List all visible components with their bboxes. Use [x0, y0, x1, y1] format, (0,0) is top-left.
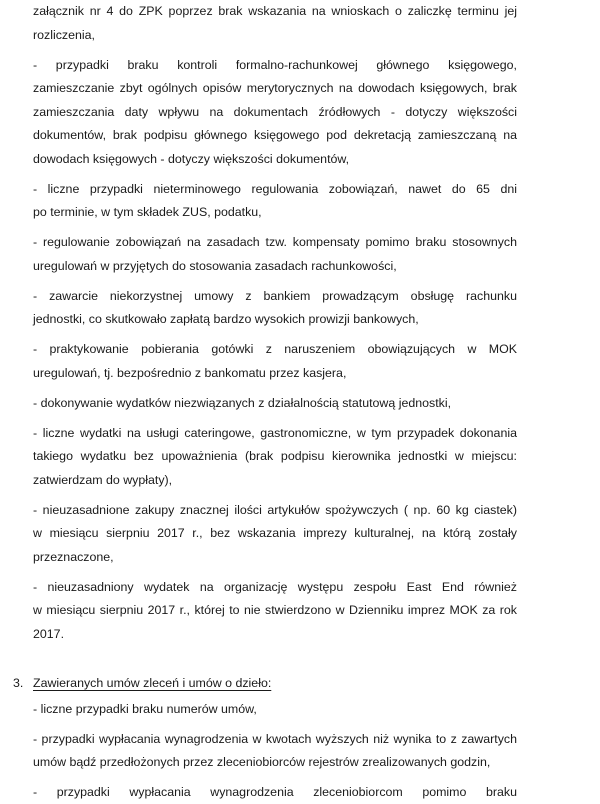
- text-line: - nieuzasadniony wydatek na organizację występu zespołu East End również: [33, 579, 517, 594]
- paragraph: [33, 231, 517, 278]
- text-line: - zawarcie niekorzystnej umowy z bankiem prowadzącym obsługę rachunku: [33, 288, 517, 303]
- text-line: zatwierdzam do wypłaty),: [33, 472, 173, 487]
- text-line: przeznaczone,: [33, 549, 114, 564]
- section-number: 3.: [13, 676, 24, 690]
- text-line: - przypadki wypłacania wynagrodzenia w kwotach wyższych niż wynika to z zawartych: [33, 731, 517, 746]
- text-line: jednostki, co skutkowało zapłatą bardzo wysokich prowizji bankowych,: [33, 312, 419, 326]
- paragraph: [33, 499, 517, 570]
- paragraph: [33, 285, 517, 332]
- document-content: [13, 0, 517, 804]
- text-line: umów bądź przedłożonych przez zleceniobiorców rejestrów zrealizowanych godzin,: [33, 755, 491, 769]
- section-heading-text: Zawieranych umów zleceń i umów o dzieło:: [33, 676, 272, 690]
- text-line: rozliczenia,: [33, 27, 95, 42]
- text-line: 2017.: [33, 626, 65, 641]
- text-line: zamieszczania daty wpływu na dokumentach źródłowych - dotyczy większości: [33, 104, 517, 119]
- text-line: - dokonywanie wydatków niezwiązanych z działalnością statutową jednostki,: [33, 395, 452, 410]
- text-line: - liczne przypadki nieterminowego regulowania zobowiązań, nawet do 65 dni: [33, 181, 517, 196]
- paragraph: [33, 0, 517, 47]
- paragraph: [33, 698, 517, 722]
- text-line: uregulowań w przyjętych do stosowania zasadach rachunkowości,: [33, 258, 397, 273]
- text-line: załącznik nr 4 do ZPK poprzez brak wskazania na wnioskach o zaliczkę terminu jej: [33, 4, 517, 18]
- text-line: - regulowanie zobowiązań na zasadach tzw. kompensaty pomimo braku stosownych: [33, 235, 517, 249]
- text-line: w miesiącu sierpniu 2017 r., bez wskazania imprezy kulturalnej, na którą zostały: [33, 526, 517, 540]
- paragraph: [33, 576, 517, 647]
- text-line: dowodach księgowych - dotyczy większości dokumentów,: [33, 151, 350, 166]
- text-line: - liczne przypadki braku numerów umów,: [33, 701, 257, 716]
- numbered-section-heading: [13, 672, 517, 696]
- text-line: takiego wydatku bez upoważnienia (brak podpisu kierownika jednostki w miejscu:: [33, 449, 517, 463]
- paragraph: [33, 781, 517, 804]
- text-line: uregulowań, tj. bezpośrednio z bankomatu przez kasjera,: [33, 365, 347, 380]
- text-line: po terminie, w tym składek ZUS, podatku,: [33, 205, 262, 219]
- text-line: zamieszczanie zbyt ogólnych opisów merytorycznych na dowodach księgowych, brak: [33, 81, 517, 95]
- text-line: - przypadki wypłacania wynagrodzenia zleceniobiorcom pomimo braku: [33, 785, 517, 799]
- paragraph: [33, 728, 517, 775]
- paragraph: [33, 178, 517, 225]
- paragraph: [33, 338, 517, 385]
- text-line: w miesiącu sierpniu 2017 r., której to nie stwierdzono w Dzienniku imprez MOK za rok: [33, 603, 517, 617]
- text-line: - liczne wydatki na usługi cateringowe, gastronomiczne, w tym przypadek dokonania: [33, 425, 517, 440]
- paragraph: [33, 392, 517, 416]
- paragraph: [33, 422, 517, 493]
- text-line: - przypadki braku kontroli formalno-rachunkowej głównego księgowego,: [33, 57, 517, 72]
- text-line: dokumentów, brak podpisu głównego księgowego pod dekretacją zamieszczaną na: [33, 128, 517, 142]
- text-line: - praktykowanie pobierania gotówki z naruszeniem obowiązujących w MOK: [33, 342, 517, 356]
- text-line: - nieuzasadnione zakupy znacznej ilości artykułów spożywczych ( np. 60 kg ciastek): [33, 502, 517, 517]
- paragraph: [33, 54, 517, 172]
